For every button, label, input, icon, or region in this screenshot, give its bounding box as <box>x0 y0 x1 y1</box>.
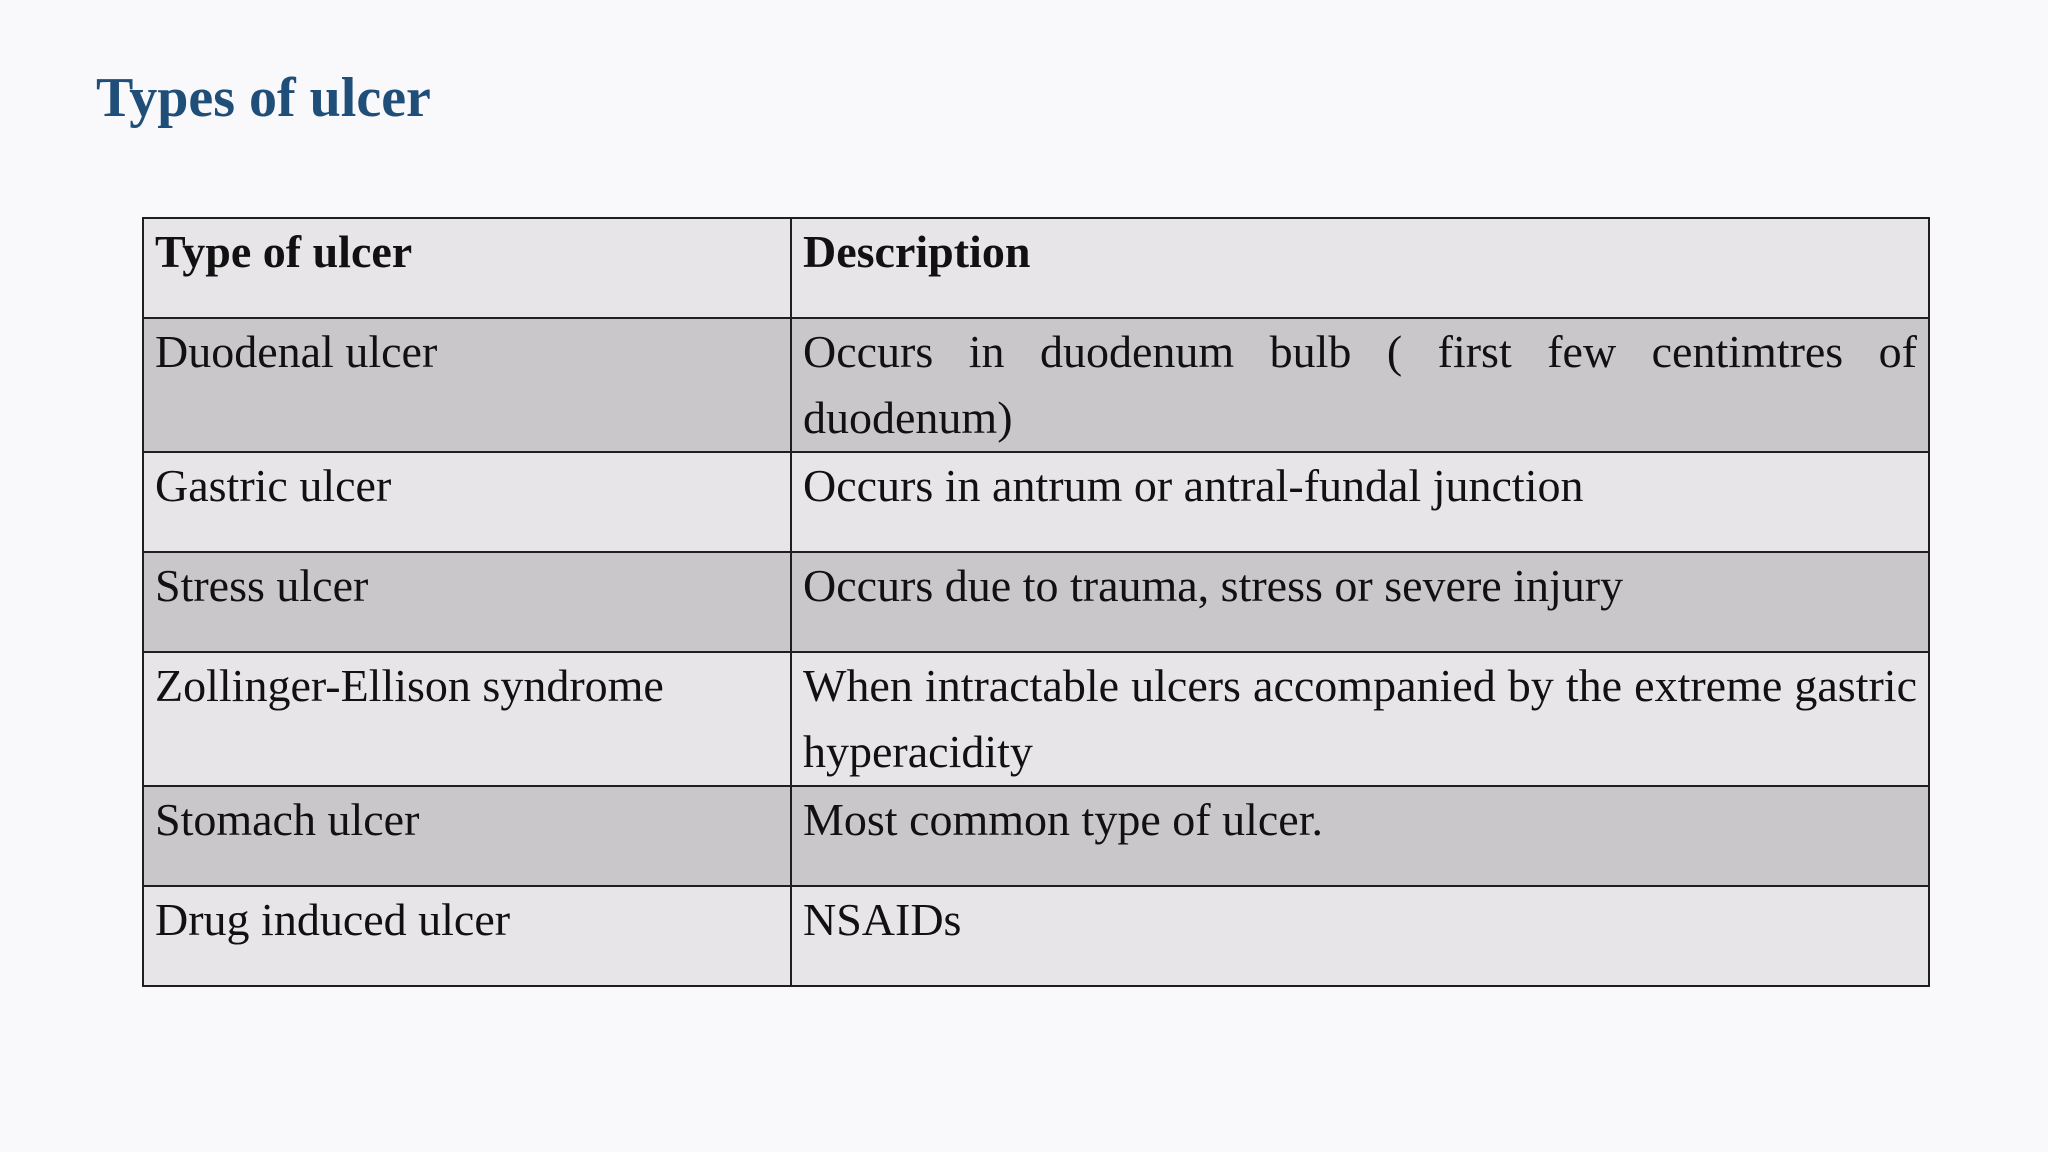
ulcer-description-cell: Occurs in duodenum bulb ( first few centimtres of duodenum) <box>791 318 1929 452</box>
ulcer-types-table <box>142 217 1930 987</box>
column-header-description: Description <box>791 218 1929 318</box>
ulcer-description-cell: Occurs in antrum or antral-fundal junction <box>791 452 1929 552</box>
table-row <box>143 452 1929 552</box>
ulcer-type-cell: Drug induced ulcer <box>143 886 791 986</box>
table-row <box>143 886 1929 986</box>
ulcer-description-cell: NSAIDs <box>791 886 1929 986</box>
ulcer-description-cell: Occurs due to trauma, stress or severe injury <box>791 552 1929 652</box>
ulcer-type-cell: Stress ulcer <box>143 552 791 652</box>
table-header-row <box>143 218 1929 318</box>
ulcer-type-cell: Stomach ulcer <box>143 786 791 886</box>
ulcer-type-cell: Zollinger-Ellison syndrome <box>143 652 791 786</box>
ulcer-type-cell: Gastric ulcer <box>143 452 791 552</box>
table-row <box>143 786 1929 886</box>
ulcer-description-cell: When intractable ulcers accompanied by the extreme gastric hyperacidity <box>791 652 1929 786</box>
table-row <box>143 318 1929 452</box>
slide-title: Types of ulcer <box>96 67 431 129</box>
column-header-type: Type of ulcer <box>143 218 791 318</box>
table-row <box>143 652 1929 786</box>
ulcer-type-cell: Duodenal ulcer <box>143 318 791 452</box>
table-row <box>143 552 1929 652</box>
ulcer-description-cell: Most common type of ulcer. <box>791 786 1929 886</box>
